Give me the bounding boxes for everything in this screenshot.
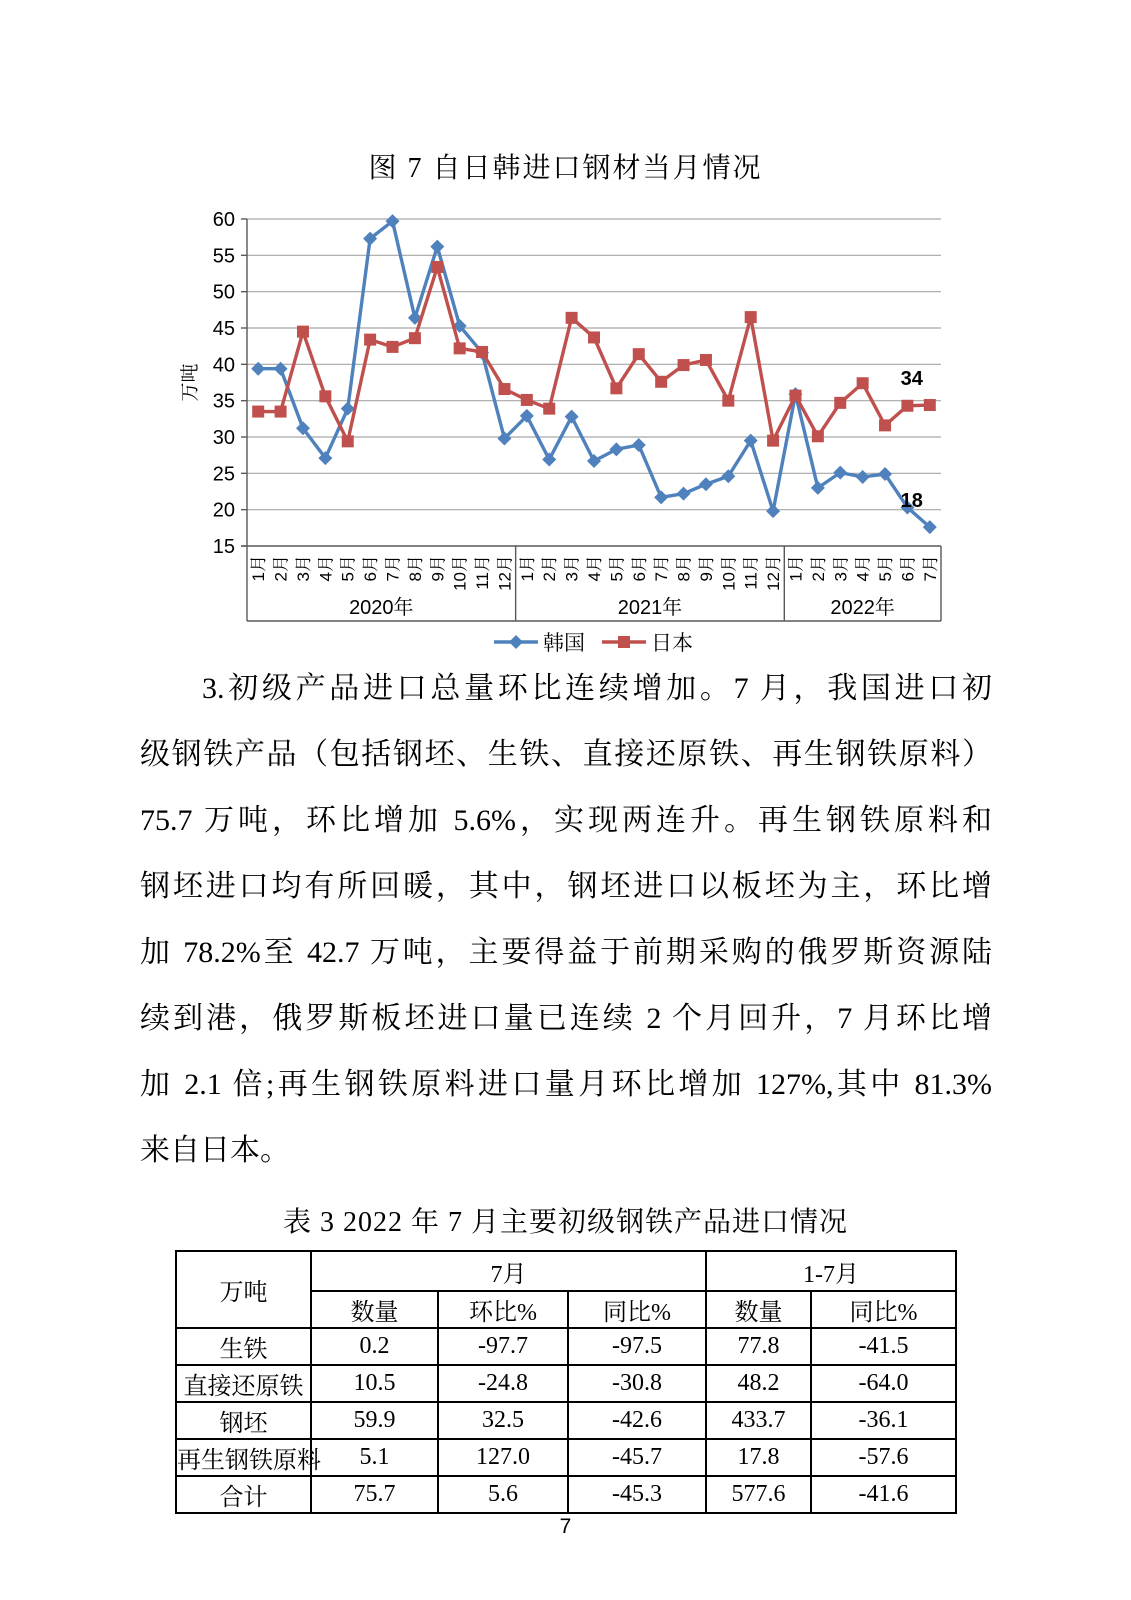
svg-text:25: 25 xyxy=(212,463,235,486)
table-title: 表 3 2022 年 7 月主要初级钢铁产品进口情况 xyxy=(282,1207,848,1238)
table-cell: -97.7 xyxy=(438,1328,568,1365)
table-cell: 0.2 xyxy=(311,1328,438,1365)
svg-text:日本: 日本 xyxy=(651,632,693,655)
svg-text:3月: 3月 xyxy=(562,555,582,582)
svg-text:8月: 8月 xyxy=(405,555,425,582)
paragraph-line: 加 78.2%至 42.7 万吨，主要得益于前期采购的俄罗斯资源陆 xyxy=(140,936,992,969)
import-table xyxy=(175,1250,957,1514)
chart-svg xyxy=(150,190,985,670)
table-cell: -42.6 xyxy=(568,1402,706,1439)
svg-text:45: 45 xyxy=(212,318,235,340)
svg-text:6月: 6月 xyxy=(361,555,381,582)
table-cell: -36.1 xyxy=(811,1402,956,1439)
series-0 xyxy=(251,214,937,534)
y-axis-title: 万吨 xyxy=(180,363,201,402)
table-cell: -41.5 xyxy=(811,1328,956,1365)
row-label: 钢坯 xyxy=(176,1402,311,1439)
table-cell: 5.1 xyxy=(311,1439,438,1476)
table-cell: -45.3 xyxy=(568,1476,706,1513)
row-label: 再生钢铁原料 xyxy=(176,1439,311,1476)
table-subheader-qty: 数量 xyxy=(311,1291,438,1328)
y-axis xyxy=(179,209,247,558)
line-chart xyxy=(150,190,985,670)
svg-text:4月: 4月 xyxy=(585,555,604,582)
table-cell: -57.6 xyxy=(811,1439,956,1476)
row-label: 合计 xyxy=(176,1476,311,1513)
paragraph-line: 来自日本。 xyxy=(140,1134,290,1167)
svg-text:12月: 12月 xyxy=(495,555,515,591)
paragraph-line: 75.7 万吨，环比增加 5.6%，实现两连升。再生钢铁原料和 xyxy=(140,804,992,837)
table-row xyxy=(176,1439,956,1476)
svg-text:40: 40 xyxy=(212,354,235,377)
svg-text:4月: 4月 xyxy=(853,555,873,582)
paragraph-line: 级钢铁产品（包括钢坯、生铁、直接还原铁、再生钢铁原料） xyxy=(140,738,992,771)
svg-text:2021年: 2021年 xyxy=(617,597,683,619)
table-cell: -24.8 xyxy=(438,1365,568,1402)
svg-text:5月: 5月 xyxy=(607,555,627,582)
svg-text:9月: 9月 xyxy=(428,555,448,582)
svg-text:9月: 9月 xyxy=(696,555,716,582)
svg-text:1月: 1月 xyxy=(517,555,537,582)
table-cell: -30.8 xyxy=(568,1365,706,1402)
svg-text:8月: 8月 xyxy=(674,555,694,582)
svg-text:7月: 7月 xyxy=(383,555,403,582)
table-cell: 577.6 xyxy=(706,1476,811,1513)
svg-text:2月: 2月 xyxy=(808,555,828,582)
row-label: 直接还原铁 xyxy=(176,1365,311,1402)
series-end-label: 18 xyxy=(900,490,923,513)
table-cell: 5.6 xyxy=(438,1476,568,1513)
svg-text:12月: 12月 xyxy=(764,555,784,591)
svg-text:1月: 1月 xyxy=(786,555,806,582)
svg-text:11月: 11月 xyxy=(741,555,761,590)
paragraph-line: 3.初级产品进口总量环比连续增加。7 月，我国进口初 xyxy=(202,672,992,705)
table-group-header-jan-july: 1-7月 xyxy=(706,1251,956,1291)
row-label: 生铁 xyxy=(176,1328,311,1365)
svg-text:4月: 4月 xyxy=(316,555,336,582)
svg-text:10月: 10月 xyxy=(719,555,739,591)
table-cell: -41.6 xyxy=(811,1476,956,1513)
page-number: 7 xyxy=(559,1515,572,1538)
table-row xyxy=(176,1402,956,1439)
table-cell: 77.8 xyxy=(706,1328,811,1365)
svg-text:10月: 10月 xyxy=(450,555,470,591)
svg-text:50: 50 xyxy=(212,281,235,304)
table-group-header-july: 7月 xyxy=(311,1251,706,1291)
table-cell: 433.7 xyxy=(706,1402,811,1439)
paragraph-line: 钢坯进口均有所回暖，其中，钢坯进口以板坯为主，环比增 xyxy=(140,870,992,903)
svg-text:2月: 2月 xyxy=(271,555,291,582)
table-subheader-mom: 环比% xyxy=(438,1291,568,1328)
body-paragraph xyxy=(140,656,992,1184)
table-cell: 10.5 xyxy=(311,1365,438,1402)
svg-text:3月: 3月 xyxy=(831,555,851,582)
chart-title: 图 7 自日韩进口钢材当月情况 xyxy=(368,153,763,184)
table-subheader-qty2: 数量 xyxy=(706,1291,811,1328)
table-cell: 75.7 xyxy=(311,1476,438,1513)
table-cell: 127.0 xyxy=(438,1439,568,1476)
table-cell: 59.9 xyxy=(311,1402,438,1439)
legend xyxy=(494,632,693,655)
svg-text:2月: 2月 xyxy=(540,555,560,582)
x-axis xyxy=(241,546,941,621)
svg-text:7月: 7月 xyxy=(652,555,672,582)
svg-text:2020年: 2020年 xyxy=(349,597,414,619)
svg-text:60: 60 xyxy=(212,209,235,231)
svg-text:韩国: 韩国 xyxy=(543,632,585,655)
table-unit-header: 万吨 xyxy=(176,1251,311,1328)
table-cell: -45.7 xyxy=(568,1439,706,1476)
paragraph-line: 加 2.1 倍;再生钢铁原料进口量月环比增加 127%,其中 81.3% xyxy=(140,1068,992,1101)
table-cell: -64.0 xyxy=(811,1365,956,1402)
svg-text:3月: 3月 xyxy=(293,555,313,582)
svg-text:7月: 7月 xyxy=(920,555,940,582)
svg-text:2022年: 2022年 xyxy=(830,597,895,619)
table-row xyxy=(176,1476,956,1513)
table-cell: 32.5 xyxy=(438,1402,568,1439)
svg-text:6月: 6月 xyxy=(629,555,649,582)
table-subheader-yoy2: 同比% xyxy=(811,1291,956,1328)
table-row xyxy=(176,1365,956,1402)
table-cell: 48.2 xyxy=(706,1365,811,1402)
svg-text:15: 15 xyxy=(212,536,235,558)
table-cell: -97.5 xyxy=(568,1328,706,1365)
svg-text:1月: 1月 xyxy=(249,555,269,582)
svg-text:30: 30 xyxy=(212,427,235,449)
svg-text:5月: 5月 xyxy=(876,555,896,582)
svg-text:55: 55 xyxy=(212,245,235,268)
table-subheader-yoy: 同比% xyxy=(568,1291,706,1328)
svg-text:6月: 6月 xyxy=(898,555,918,582)
svg-text:20: 20 xyxy=(212,499,235,522)
table-row xyxy=(176,1328,956,1365)
series-end-label: 34 xyxy=(900,368,923,391)
svg-text:35: 35 xyxy=(212,390,235,413)
table-cell: 17.8 xyxy=(706,1439,811,1476)
svg-text:11月: 11月 xyxy=(473,555,493,590)
paragraph-line: 续到港，俄罗斯板坯进口量已连续 2 个月回升，7 月环比增 xyxy=(140,1002,992,1035)
svg-text:5月: 5月 xyxy=(338,555,358,582)
